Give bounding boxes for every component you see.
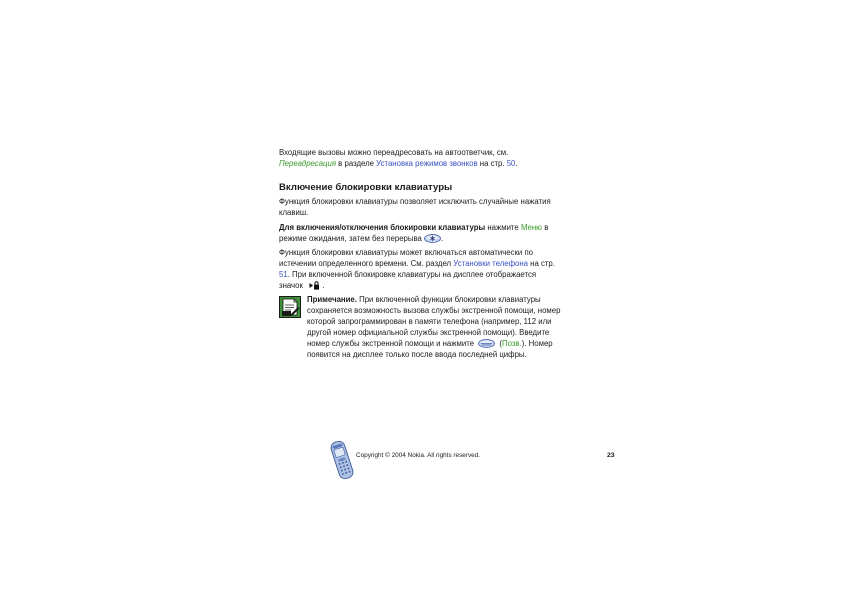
note-line-3: [307, 316, 552, 327]
intro-line-1: [279, 147, 508, 158]
para3-on-page: на стр.: [530, 259, 555, 268]
call-divert-link[interactable]: Переадресация: [279, 159, 336, 168]
star-key-icon: [424, 234, 444, 243]
para2-bold-instruction: Для включения/отключения блокировки клавиатуры: [279, 223, 486, 232]
para3-text-1: Функция блокировки клавиатуры может включаться автоматически по: [279, 248, 533, 257]
call-key-icon: [478, 339, 495, 348]
note-line-1: [307, 294, 541, 305]
note-text-3: которой запрограммирован в памяти телефона (например, 112 или: [307, 317, 552, 326]
intro-text: Входящие вызовы можно переадресовать на автоответчик, см.: [279, 148, 509, 157]
page-50-link[interactable]: 50: [506, 159, 516, 168]
para2-line-2: [279, 233, 443, 244]
para3-line-4: [279, 280, 324, 291]
para1-text-2: клавиш.: [279, 208, 309, 217]
page-number: 23: [607, 452, 615, 459]
note-label: Примечание.: [307, 295, 357, 304]
para2-text-2: режиме ожидания, затем без перерыва: [279, 234, 422, 243]
intro-line-2: [279, 158, 518, 169]
para3-line-2: [279, 258, 555, 269]
para2-press: нажмите: [487, 223, 519, 232]
phone-image: [328, 438, 356, 482]
keypad-lock-icon: [309, 281, 320, 290]
copyright-text: Copyright © 2004 Nokia. All rights reserved.: [356, 452, 481, 459]
page-51-link[interactable]: 51: [279, 270, 288, 279]
intro-in-section: в разделе: [338, 159, 374, 168]
note-line-2: [307, 305, 560, 316]
note-icon: [279, 296, 301, 318]
note-close: ). Номер: [521, 339, 553, 348]
intro-end: .: [515, 159, 518, 168]
para2-line-1: [279, 222, 548, 233]
para1-line-1: [279, 196, 551, 207]
note-line-4: [307, 327, 549, 338]
menu-key-label: Меню: [520, 223, 543, 232]
para3-text-3: . При включенной блокировке клавиатуры на дисплее отображается: [287, 270, 537, 279]
para2-end: .: [441, 234, 444, 243]
note-text-1: При включенной функции блокировки клавиатуры: [359, 295, 541, 304]
section-heading: Включение блокировки клавиатуры: [279, 182, 453, 193]
call-key-label: Позв.: [501, 339, 522, 348]
para3-line-1: [279, 247, 533, 258]
para1-line-2: [279, 207, 308, 218]
para3-end: .: [322, 281, 325, 290]
para2-in: в: [544, 223, 549, 232]
para1-text-1: Функция блокировки клавиатуры позволяет исключить случайные нажатия: [279, 197, 551, 206]
note-text-5: номер службы экстренной помощи и нажмите: [307, 339, 475, 348]
note-text-2: сохраняется возможность вызова службы экстренной помощи, номер: [307, 306, 561, 315]
note-line-6: [307, 349, 527, 360]
note-line-5: [307, 338, 553, 349]
para3-text-2: истечении определенного времени. См. раздел: [279, 259, 452, 268]
ring-settings-link[interactable]: Установка режимов звонков: [376, 159, 478, 168]
intro-on-page: на стр.: [479, 159, 505, 168]
para3-text-4: значок: [279, 281, 303, 290]
note-text-6: появится на дисплее только после ввода последней цифры.: [307, 350, 527, 359]
phone-settings-link[interactable]: Установки телефона: [453, 259, 528, 268]
note-open-paren: (: [499, 339, 502, 348]
note-text-4: другой номер официальной службы экстренной помощи). Введите: [307, 328, 550, 337]
para3-line-3: [279, 269, 536, 280]
